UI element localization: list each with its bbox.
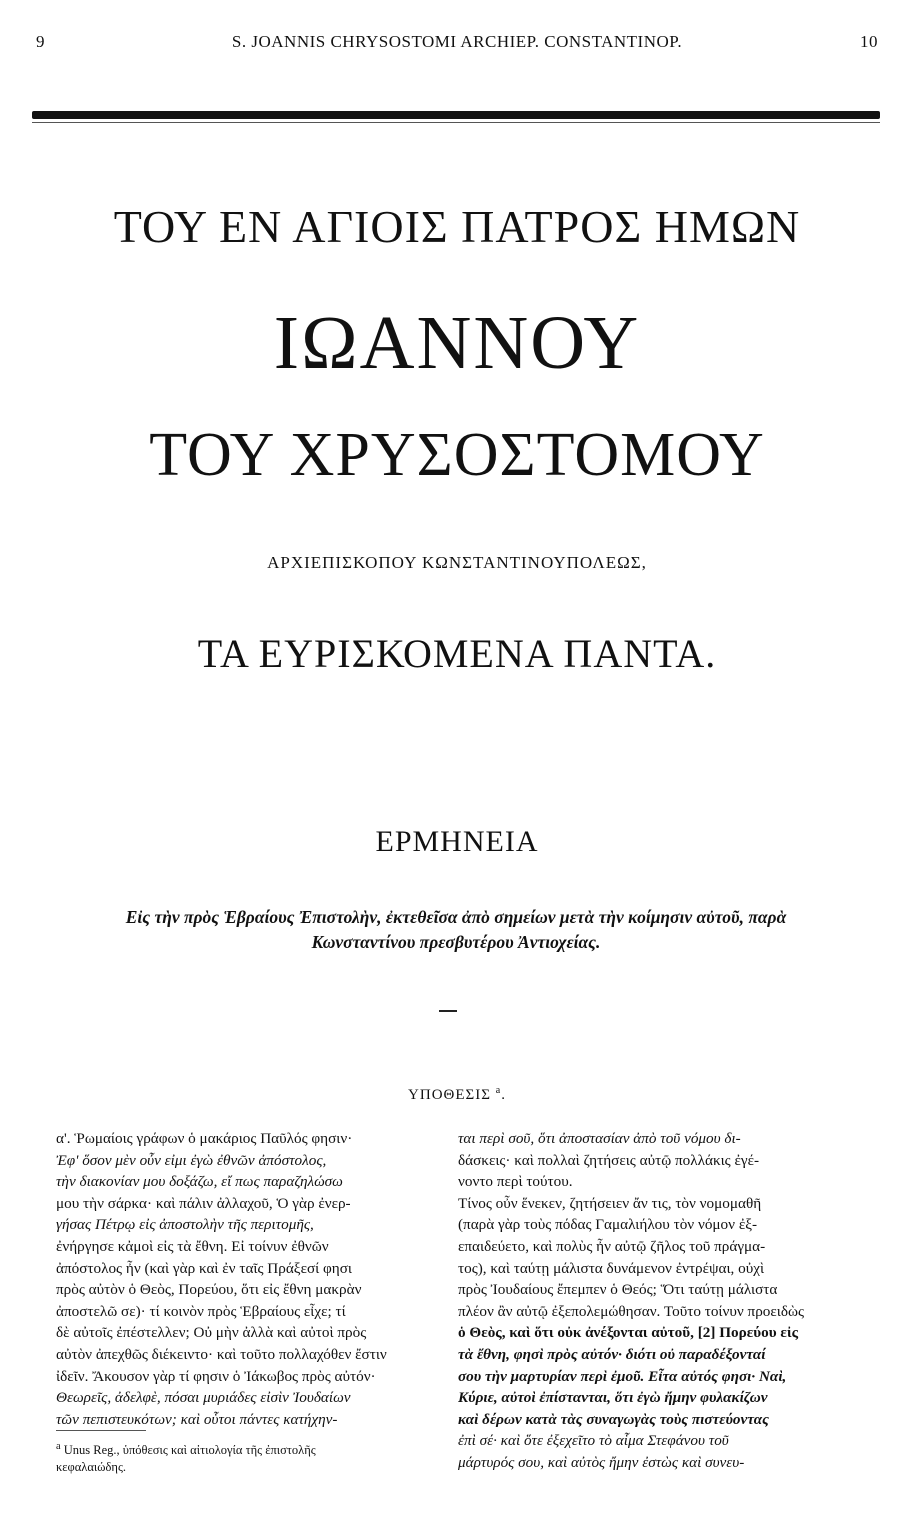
text-line: ται περὶ σοῦ, ὅτι ἀποστασίαν ἀπὸ τοῦ νόμου δι- xyxy=(458,1130,741,1147)
text-line: ἀποστελῶ σε)· τί κοινὸν πρὸς Ἑβραίους εἶχε; τί xyxy=(56,1302,346,1320)
text-line: ἐπὶ σέ· καὶ ὅτε ἐξεχεῖτο τὸ αἷμα Στεφάνου τοῦ xyxy=(458,1432,729,1450)
footnote-line-2: κεφαλαιώδης. xyxy=(56,1460,127,1475)
text-line: α'. Ῥωμαίοις γράφων ὁ μακάριος Παῦλός φησιν· xyxy=(56,1130,353,1147)
title-line-4: ΑΡΧΙΕΠΙΣΚΟΠΟΥ ΚΩΝΣΤΑΝΤΙΝΟΥΠΟΛΕΩΣ, xyxy=(267,553,647,572)
text-line: Κύριε, αὐτοὶ ἐπίστανται, ὅτι ἐγὼ ἤμην φυλακίζων xyxy=(458,1389,768,1407)
hypothesis-heading: ΥΠΟΘΕΣΙΣ $^a$. xyxy=(408,1085,506,1103)
section-intro-line-1: Εἰς τὴν πρὸς Ἑβραίους Ἐπιστολὴν, ἐκτεθεῖσα ἀπὸ σημείων μετὰ τὴν κοίμησιν αὐτοῦ, παρὰ xyxy=(125,907,787,927)
title-line-2: ΙΩΑΝΝΟΥ xyxy=(273,301,641,385)
footnote-text: Unus Reg., ὑπόθεσις καὶ αἰτιολογία τῆς ἐπιστολῆς xyxy=(63,1443,316,1458)
running-header xyxy=(0,32,914,56)
text-column-right xyxy=(458,1128,878,1474)
text-line: Τίνος οὖν ἕνεκεν, ζητήσειεν ἄν τις, τὸν νομομαθῆ xyxy=(458,1194,762,1212)
text-column-left xyxy=(56,1128,441,1430)
title-line-1: ΤΟΥ ΕΝ ΑΓΙΟΙΣ ΠΑΤΡΟΣ ΗΜΩΝ xyxy=(113,201,801,252)
page-number-left: 9 xyxy=(36,32,45,51)
text-line: πρὸς αὐτὸν ὁ Θεὸς, Πορεύου, ὅτι εἰς ἔθνη μακρὰν xyxy=(56,1281,362,1299)
footnote xyxy=(56,1438,441,1476)
text-line: Ἐφ' ὅσον μὲν οὖν εἰμι ἐγὼ ἐθνῶν ἀπόστολος, xyxy=(56,1151,327,1169)
footnote-rule xyxy=(56,1430,146,1431)
text-line: ἀπόστολος ἦν (καὶ γὰρ καὶ ἐν ταῖς Πράξεσί φησι xyxy=(56,1259,353,1277)
text-line: ἰδεῖν. Ἄκουσον γὰρ τί φησιν ὁ Ἰάκωβος πρὸς αὐτόν· xyxy=(56,1367,376,1385)
running-title: S. JOANNIS CHRYSOSTOMI ARCHIEP. CONSTANTINOP. xyxy=(231,32,683,51)
page-number-right: 10 xyxy=(860,32,878,51)
separator-dash xyxy=(439,1010,457,1012)
text-line: σου τὴν μαρτυρίαν περὶ ἐμοῦ. Εἶτα αὐτός φησι· Ναὶ, xyxy=(458,1367,787,1385)
text-line: ὁ Θεὸς, καὶ ὅτι οὐκ ἀνέξονται αὐτοῦ, [2] Πορεύου εἰς xyxy=(458,1324,799,1342)
text-line: δὲ αὐτοῖς ἐπέστελλεν; Οὐ μὴν ἀλλὰ καὶ αὐτοὶ πρὸς xyxy=(56,1324,367,1342)
text-line: καὶ δέρων κατὰ τὰς συναγωγὰς τοὺς πιστεύοντας xyxy=(458,1410,769,1428)
section-intro xyxy=(32,905,880,955)
footnote-line-1 xyxy=(56,1438,441,1459)
text-line: τὰ ἔθνη, φησὶ πρὸς αὐτόν· διότι οὐ παραδέξονταί xyxy=(458,1345,766,1363)
footnote-mark: a xyxy=(56,1441,61,1452)
title-line-5: ΤΑ ΕΥΡΙΣΚΟΜΕΝΑ ΠΑΝΤΑ. xyxy=(197,631,717,676)
hypothesis-heading-text: ΥΠΟΘΕΣΙΣ xyxy=(408,1087,491,1103)
title-line-3: ΤΟΥ ΧΡΥΣΟΣΤΟΜΟΥ xyxy=(149,421,765,489)
text-line: ἐνήργησε κἀμοὶ εἰς τὰ ἔθνη. Εἰ τοίνυν ἐθνῶν xyxy=(56,1237,329,1255)
text-line: τος), καὶ ταύτῃ μάλιστα δυνάμενον ἐντρέψαι, οὐχὶ xyxy=(458,1259,765,1277)
text-line: Θεωρεῖς, ἀδελφὲ, πόσαι μυριάδες εἰσὶν Ἰουδαίων xyxy=(56,1389,351,1407)
text-line: (παρὰ γὰρ τοὺς πόδας Γαμαλιήλου τὸν νόμον ἐξ- xyxy=(458,1216,758,1234)
text-line: μου τὴν σάρκα· καὶ πάλιν ἀλλαχοῦ, Ὁ γὰρ ἐνερ- xyxy=(56,1194,351,1212)
text-line: τὴν διακονίαν μου δοξάζω, εἴ πως παραζηλώσω xyxy=(56,1173,343,1191)
text-line: μάρτυρός σου, καὶ αὐτὸς ἤμην ἐστὼς καὶ συνευ- xyxy=(458,1453,745,1471)
text-line: νοντο περὶ τούτου. xyxy=(458,1173,573,1191)
text-line: τῶν πεπιστευκότων; καὶ οὗτοι πάντες κατήχην- xyxy=(56,1410,338,1428)
text-line: αὐτὸν ἀπεχθῶς διέκειντο· καὶ τοῦτο πολλαχόθεν ἔστιν xyxy=(56,1345,387,1363)
text-line: γήσας Πέτρῳ εἰς ἀποστολὴν τῆς περιτομῆς, xyxy=(56,1216,314,1234)
section-heading: ΕΡΜΗΝΕΙΑ xyxy=(375,825,539,858)
header-rule-thin xyxy=(32,122,880,123)
hypothesis-footnote-mark: a xyxy=(495,1085,502,1096)
section-intro-line-2: Κωνσταντίνου πρεσβυτέρου Ἀντιοχείας. xyxy=(311,932,601,952)
text-line: πλέον ἂν αὐτῷ ἐξεπολεμώθησαν. Τοῦτο τοίνυν προειδὼς xyxy=(458,1302,805,1320)
text-line: πρὸς Ἰουδαίους ἔπεμπεν ὁ Θεός; Ὅτι ταύτῃ μάλιστα xyxy=(458,1281,778,1299)
text-line: επαιδεύετο, καὶ πολὺς ἦν αὐτῷ ζῆλος τοῦ πράγμα- xyxy=(458,1237,766,1255)
text-line: δάσκεις· καὶ πολλαὶ ζητήσεις αὐτῷ πολλάκις ἐγέ- xyxy=(458,1151,760,1169)
header-rule xyxy=(32,111,880,119)
